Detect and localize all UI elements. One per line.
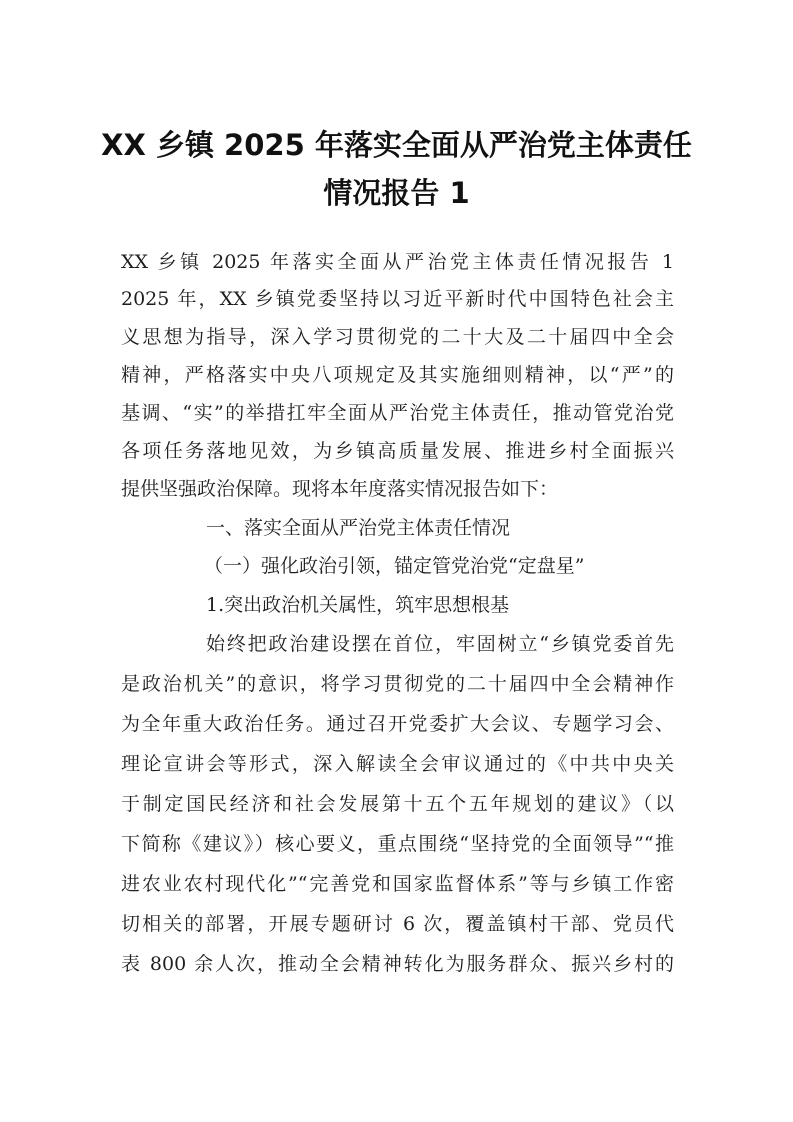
section-heading-1: 一、落实全面从严治党主体责任情况 [206, 517, 511, 539]
intro-line: 2025 年，XX 乡镇党委坚持以习近平新时代中国特色社会主 [121, 288, 674, 310]
document-title-line-2: 情况报告 1 [323, 176, 470, 210]
body-line: 始终把政治建设摆在首位，牢固树立“乡镇党委首先 [206, 633, 674, 655]
body-line: 表 800 余人次，推动全会精神转化为服务群众、振兴乡村的 [121, 953, 674, 975]
intro-line: 各项任务落地见效，为乡镇高质量发展、推进乡村全面振兴 [121, 440, 674, 462]
body-line: 于制定国民经济和社会发展第十五个五年规划的建议》（以 [121, 793, 674, 815]
body-line: 进农业农村现代化”“完善党和国家监督体系”等与乡镇工作密 [121, 873, 674, 895]
body-line: 下简称《建议》）核心要义，重点围绕“坚持党的全面领导”“推 [121, 833, 674, 855]
intro-line: 义思想为指导，深入学习贯彻党的二十大及二十届四中全会 [121, 326, 674, 348]
section-heading-2: （一）强化政治引领，锚定管党治党“定盘星” [204, 555, 585, 577]
body-line: 理论宣讲会等形式，深入解读全会审议通过的《中共中央关 [121, 753, 674, 775]
intro-line: 精神，严格落实中央八项规定及其实施细则精神，以“严”的 [121, 364, 674, 386]
intro-line: 基调、“实”的举措扛牢全面从严治党主体责任，推动管党治党 [121, 402, 674, 424]
body-line: 为全年重大政治任务。通过召开党委扩大会议、专题学习会、 [121, 713, 674, 735]
section-heading-3: 1.突出政治机关属性，筑牢思想根基 [206, 594, 510, 616]
body-line: 是政治机关”的意识，将学习贯彻党的二十届四中全会精神作 [121, 673, 674, 695]
body-line: 切相关的部署，开展专题研讨 6 次，覆盖镇村干部、党员代 [121, 913, 674, 935]
intro-line: XX 乡镇 2025 年落实全面从严治党主体责任情况报告 1 [121, 251, 674, 273]
document-title-line-1: XX 乡镇 2025 年落实全面从严治党主体责任 [101, 128, 692, 162]
intro-line: 提供坚强政治保障。现将本年度落实情况报告如下： [121, 478, 559, 500]
